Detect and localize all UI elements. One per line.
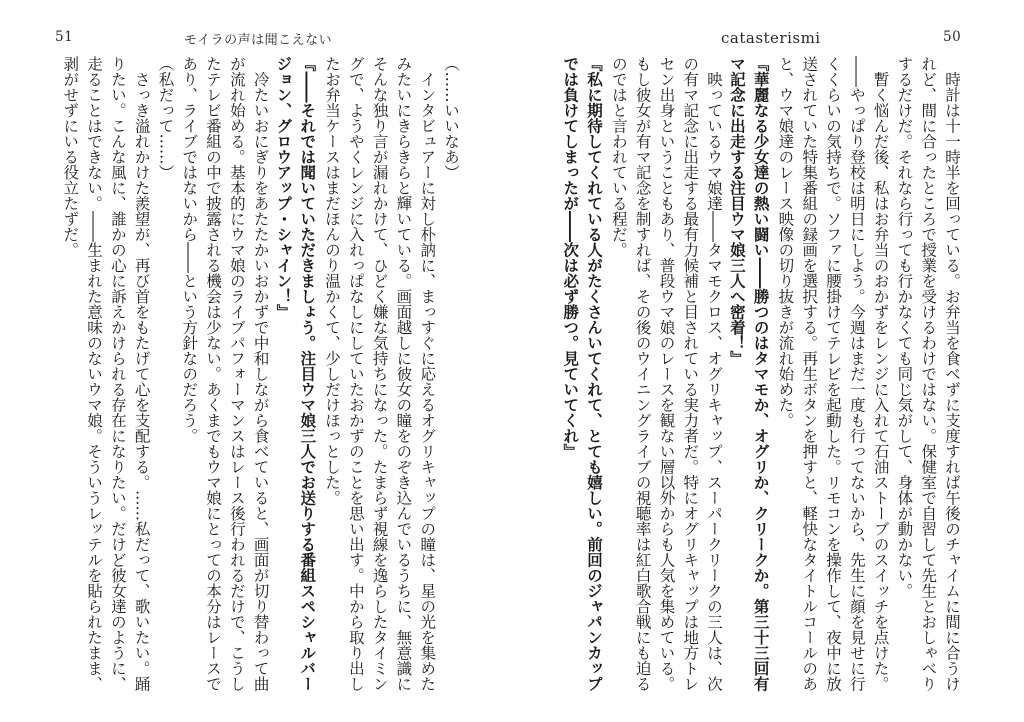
text-line: 時計は十一時半を回っている。お弁当を食べずに支度すれば午後のチャイムに間に合うけ: [943, 56, 961, 692]
text-line: 映っているウマ娘達――タマモクロス、オグリキャップ、スーパークリークの三人は、次: [705, 56, 724, 692]
text-line: と、ウマ娘達のレース映像の切り抜きが流れ始めた。: [776, 56, 795, 428]
text-line: ジョン、グロウアップ・シャイン！』: [274, 56, 294, 320]
text-line: のではと言われている程だ。: [609, 56, 628, 258]
text-line: （私だって……）: [156, 56, 175, 180]
text-line: たお弁当ケースはまだほんのり温かくて、少しだけほっとした。: [323, 56, 342, 506]
text-line: 『私に期待してくれている人がたくさんいてくれて、とても嬉しい。前回のジャパンカップ: [585, 56, 605, 692]
text-line: ――やっぱり登校は明日にしよう。今週はまだ一度も行ってないから、先生に顔を見せに行: [847, 56, 866, 692]
text-line: 『華麗なる少女達の熱い闘い――勝つのはタマモか、オグリか、クリークか。第三十三回有: [751, 56, 771, 692]
text-line: くくらいの気持ちで。ソファに腰掛けてテレビを起動した。リモコンを操作して、夜中に放: [824, 56, 843, 692]
text-line: あり、ライブではないから――という方針なのだろう。: [180, 56, 199, 444]
text-line: 剥がせずにいる役立たずだ。: [61, 56, 80, 258]
text-line: マ記念に出走する注目ウマ娘三人へ密着！』: [727, 56, 747, 366]
running-head-left: モイラの声は聞こえない: [184, 33, 333, 48]
page-right: [512, 0, 1024, 722]
text-line: グで、ようやくレンジに入れっぱなしにしていたおかずのことを思い出す。中から取り出し: [346, 56, 365, 692]
page-number-right: 50: [943, 29, 962, 45]
right-page-text: [553, 56, 963, 698]
text-line: 送されていた特集番組の録画を選択する。再生ボタンを押すと、軽快なタイトルコールのあ: [800, 56, 819, 692]
text-line: の有マ記念に出走する最有力候補と目されている実力者だ。特にオグリキャップは地方トレ: [681, 56, 700, 692]
text-line: 冷たいおにぎりをあたたかいおかずで中和しながら食べていると、画面が切り替わって曲: [251, 56, 270, 692]
left-page-text: [52, 56, 462, 698]
text-line: インタビュアーに対し朴訥に、まっすぐに応えるオグリキャップの瞳は、星の光を集めた: [418, 56, 437, 692]
text-line: そんな独り言が漏れかけて、ひどく嫌な気持ちになった。たまらず視線を逸らしたタイミン: [370, 56, 389, 692]
text-line: （……いいなあ）: [442, 56, 460, 180]
text-line: りたい。こんな風に、誰かの心に訴えかけられる存在になりたい。だけど彼女達のように、: [108, 56, 127, 692]
text-line: が流れ始める。基本的にウマ娘のライブパフォーマンスはレース後行われるだけで、こうし: [227, 56, 246, 692]
text-line: もし彼女が有マ記念を制すれば、その後のウイニングライブの視聴率は紅白歌合戦にも迫る: [633, 56, 652, 692]
text-line: セン出身ということもあり、普段ウマ娘のレースを観ない層以外からも人気を集めている。: [657, 56, 676, 692]
text-line: 暫く悩んだ後、私はお弁当のおかずをレンジに入れて石油ストーブのスイッチを点けた。: [871, 56, 890, 692]
text-line: たテレビ番組の中で披露される機会は少ない。あくまでもウマ娘にとっての本分はレースで: [204, 56, 223, 692]
text-line: するだけだ。それなら行っても行かなくても同じ気がして、身体が動かない。: [895, 56, 914, 599]
running-head-right: catasterismi: [721, 29, 821, 47]
text-line: れど、間に合ったところで授業を受けるわけではない。保健室で自習して先生とおしゃべり: [919, 56, 938, 692]
page-number-left: 51: [55, 29, 74, 45]
text-line: さっき溢れかけた羨望が、再び首をもたげて心を支配する。……私だって、歌いたい。踊: [132, 56, 151, 692]
text-line: 『――それでは聞いていただきましょう。注目ウマ娘三人でお送りする番組スペシャルバー: [298, 56, 318, 692]
text-line: 走ることはできない。――生まれた意味のないウマ娘。そういうレッテルを貼られたまま、: [85, 56, 104, 692]
text-line: では負けてしまったが――次は必ず勝つ。見ていてくれ』: [561, 56, 581, 459]
text-line: みたいにきらきらと輝いている。画面越しに彼女の瞳をのぞき込んでいるうちに、無意識に: [394, 56, 413, 692]
